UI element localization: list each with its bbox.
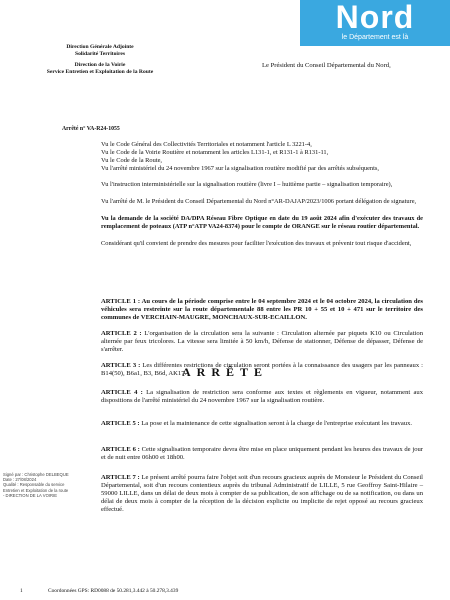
article-label: ARTICLE 1 : (101, 298, 141, 305)
article-7 (101, 474, 423, 514)
signature-service: Entretien et Exploitation de la route (3, 487, 69, 493)
article-5 (101, 420, 423, 428)
signature-signer: Signé par : Christophe DELBEQUE (3, 472, 69, 477)
article-label: ARTICLE 7 : (101, 474, 140, 481)
vu-line: Vu l'arrêté de M. le Président du Conseil Départemental du Nord n°AR-DAJAP/2023/1006 portant délégation de signature, (101, 198, 417, 205)
gps-coordinates: Coordonnées GPS: RD0088 de 50.281,3.442 à 50.278,3.439 (48, 588, 179, 594)
direction-generale: Direction Générale Adjointe (66, 44, 134, 50)
article-3 (101, 362, 423, 378)
article-label: ARTICLE 5 : (101, 420, 140, 427)
article-text: La pose et la maintenance de cette signalisation seront à la charge de l'entreprise exécutant les travaux. (141, 420, 413, 427)
nord-logo (300, 0, 450, 46)
article-label: ARTICLE 2 : (101, 330, 142, 337)
vu-line: Vu l'arrêté ministériel du 24 novembre 1967 sur la signalisation routière modifié par des arrêtés subséquents, (101, 165, 379, 172)
article-text: Les différentes restrictions de circulation seront portées à la connaissance des usagers par les panneaux : B14(50), B6a1, B3, B6d, AK17. (101, 362, 423, 377)
signature-direction: - DIRECTION DE LA VOIRIE (3, 492, 57, 498)
solidarite-label: Solidarité Territoires (74, 51, 126, 57)
article-label: ARTICLE 6 : (101, 446, 140, 453)
article-text: Au cours de la période comprise entre le 04 septembre 2024 et le 04 octobre 2024, la circulation des véhicules sera restreinte sur la route départementale 88 entre les PR 10 + 55 et 10 + 471 sur le territoire des communes de VERCHAIN-MAUGRE, MONCHAUX-SUR-ECAILLON. (101, 298, 423, 321)
vu-line: Vu le Code Général des Collectivités Territoriales et notamment l'article L 3221-4, (101, 141, 312, 148)
president-line: Le Président du Conseil Départemental du Nord, (262, 62, 391, 69)
signature-quality: Qualité : Responsable du service (3, 482, 65, 488)
article-label: ARTICLE 3 : (101, 362, 141, 369)
signature-date: Date : 27/08/2024 (3, 477, 37, 483)
direction-voirie: Direction de la Voirie (74, 62, 126, 68)
article-2 (101, 330, 423, 354)
article-text: Le présent arrêté pourra faire l'objet soit d'un recours gracieux auprès de Monsieur le Président du Conseil Départemental, soit d'un recours contentieux auprès du tribunal Administratif de LILLE, 5 rue Geoffroy Saint-Hilaire – 59000 LILLE, dans un délai de deux mois à compter de sa publication, de son affichage ou de sa notification, ou dans un délai de deux mois à compter de la réception de la décision explicite ou implicite de rejet opposé au recours gracieux effectué. (101, 474, 424, 513)
article-label: ARTICLE 4 : (101, 389, 143, 396)
page-title: ARRÊTE (181, 365, 268, 379)
logo-tagline: le Département est là (341, 34, 409, 41)
vu-line: Considérant qu'il convient de prendre des mesures pour faciliter l'exécution des travaux et prévenir tout risque d'accident, (101, 240, 412, 247)
vu-line: Vu le Code de la Voirie Routière et notamment les articles L131-1, et R131-1 à R131-11, (101, 149, 329, 156)
vu-line: Vu le Code de la Route, (101, 157, 163, 164)
logo-name: Nord (335, 0, 415, 35)
page-number: 1 (20, 588, 23, 594)
vu-line: Vu l'instruction interministérielle sur la signalisation routière (livre I – huitième partie – signalisation temporaire), (101, 181, 393, 188)
electronic-signature (3, 472, 95, 498)
arrete-reference: Arrêté n° VA-R24-1055 (62, 126, 120, 132)
service-label: Service Entretien et Exploitation de la Route (46, 69, 154, 75)
article-text: La signalisation de restriction sera conforme aux textes et règlements en vigueur, notamment aux dispositions de l'arrêté ministériel du 24 novembre 1967 sur la signalisation routière. (101, 389, 423, 404)
article-4 (101, 389, 423, 405)
article-6 (101, 446, 423, 462)
article-1 (101, 298, 423, 322)
vu-line: Vu la demande de la société DA/DPA Réseau Fibre Optique en date du 19 août 2024 afin d'exécuter des travaux de remplacement de poteaux (ATP n°ATP VA24-8374) pour le compte de ORANGE sur le réseau routier départemental. (101, 215, 423, 230)
article-text: Cette signalisation temporaire devra être mise en place uniquement pendant les heures des travaux de jour et de nuit entre 06h00 et 18h00. (101, 446, 423, 461)
article-text: L'organisation de la circulation sera la suivante : Circulation alternée par piquets K10 ou Circulation alternée par feux tricolores. La vitesse sera limitée à 50 km/h, Défense de stationner, Défense de dépasser, Défense de s'arrêter. (101, 330, 423, 353)
